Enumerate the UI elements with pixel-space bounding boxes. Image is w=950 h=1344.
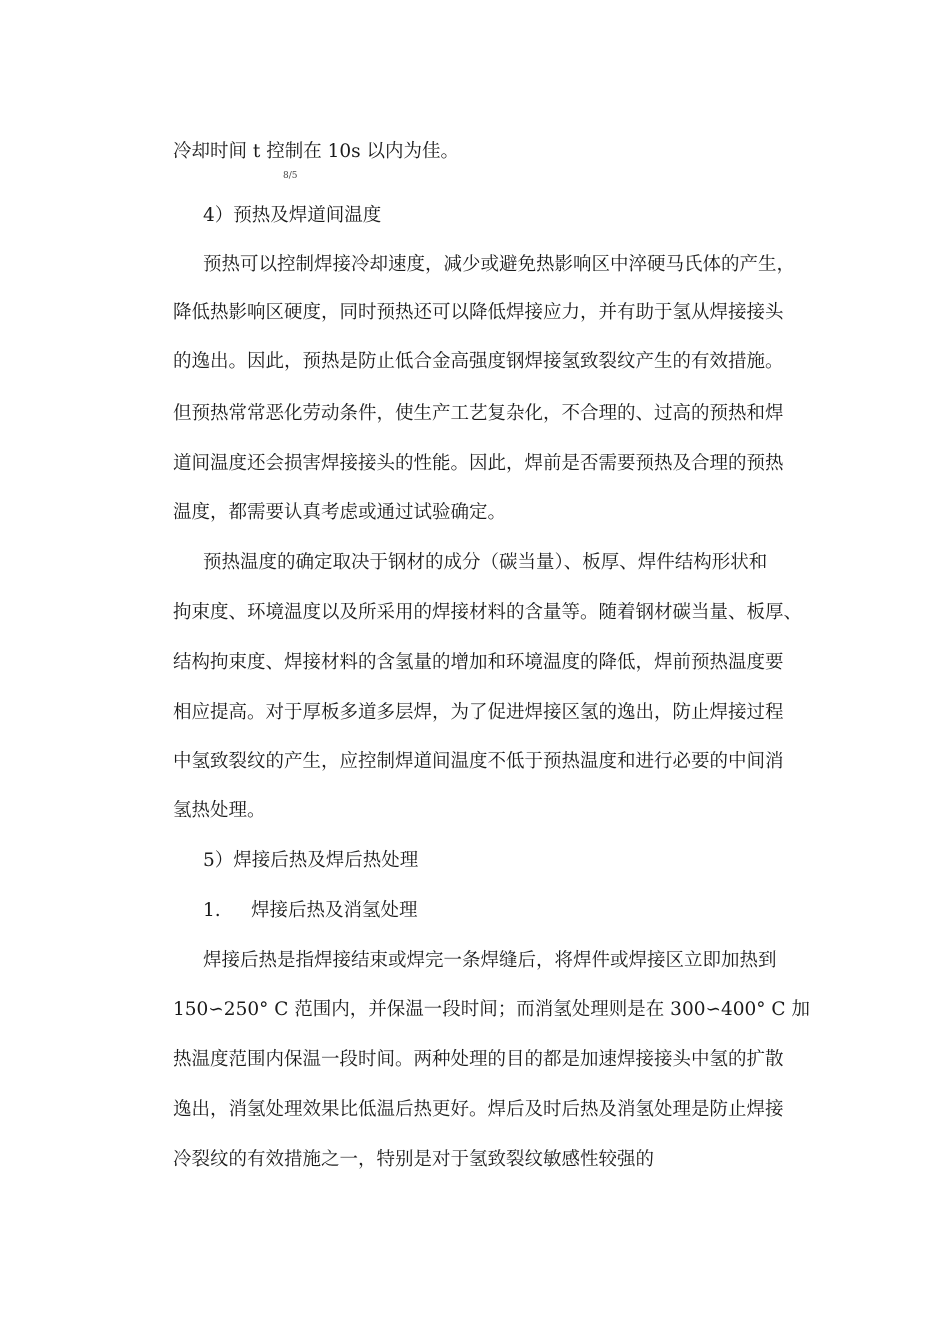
s4-p1-line: 的逸出。因此，预热是防止低合金高强度钢焊接氢致裂纹产生的有效措施。 — [173, 351, 784, 372]
intro-line: 冷却时间 t 控制在 10s 以内为佳。 — [173, 141, 459, 162]
s5-p-line: 冷裂纹的有效措施之一，特别是对于氢致裂纹敏感性较强的 — [173, 1149, 655, 1170]
s4-p1-line: 预热可以控制焊接冷却速度，减少或避免热影响区中淬硬马氏体的产生， — [203, 254, 796, 275]
s4-p2-line: 结构拘束度、焊接材料的含氢量的增加和环境温度的降低，焊前预热温度要 — [173, 652, 784, 673]
s4-p1-line: 道间温度还会损害焊接接头的性能。因此，焊前是否需要预热及合理的预热 — [173, 453, 784, 474]
item-title: 焊接后热及消氢处理 — [251, 900, 418, 921]
item-number: 1. — [203, 900, 221, 921]
footnote-marker: 8/5 — [283, 171, 298, 181]
section5-heading: 5）焊接后热及焊后热处理 — [203, 850, 419, 871]
s4-p2-line: 拘束度、环境温度以及所采用的焊接材料的含量等。随着钢材碳当量、板厚、 — [173, 602, 803, 623]
s4-p2-line: 氢热处理。 — [173, 800, 266, 821]
s4-p1-line: 温度，都需要认真考虑或通过试验确定。 — [173, 502, 507, 523]
s4-p2-line: 中氢致裂纹的产生，应控制焊道间温度不低于预热温度和进行必要的中间消 — [173, 751, 784, 772]
s4-p2-line: 预热温度的确定取决于钢材的成分（碳当量）、板厚、焊件结构形状和 — [203, 552, 768, 573]
s4-p2-line: 相应提高。对于厚板多道多层焊，为了促进焊接区氢的逸出，防止焊接过程 — [173, 702, 784, 723]
numbered-item — [203, 899, 418, 923]
s5-p-line: 热温度范围内保温一段时间。两种处理的目的都是加速焊接接头中氢的扩散 — [173, 1049, 784, 1070]
s4-p1-line: 但预热常常恶化劳动条件，使生产工艺复杂化，不合理的、过高的预热和焊 — [173, 403, 784, 424]
s5-p-line: 焊接后热是指焊接结束或焊完一条焊缝后，将焊件或焊接区立即加热到 — [203, 950, 777, 971]
section4-heading: 4）预热及焊道间温度 — [203, 205, 382, 226]
s5-p-line: 150∽250° C 范围内，并保温一段时间；而消氢处理则是在 300∽400° C 加 — [173, 999, 810, 1020]
s5-p-line: 逸出，消氢处理效果比低温后热更好。焊后及时后热及消氢处理是防止焊接 — [173, 1099, 784, 1120]
s4-p1-line: 降低热影响区硬度，同时预热还可以降低焊接应力，并有助于氢从焊接接头 — [173, 302, 784, 323]
